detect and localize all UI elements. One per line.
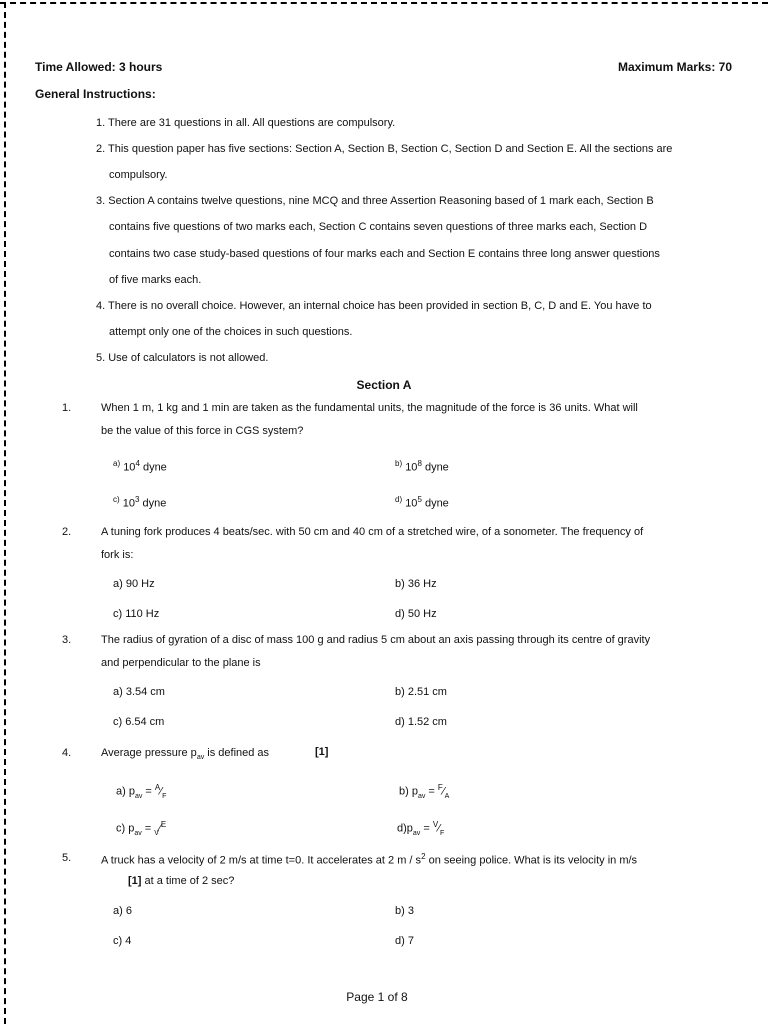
page-number: Page 1 of 8 [346, 990, 408, 1004]
option-a: a) 90 Hz [113, 578, 155, 590]
question-number: 2. [62, 526, 72, 538]
question-text [101, 397, 726, 443]
option-d: d) 50 Hz [395, 608, 437, 620]
question-text: A truck has a velocity of 2 m/s at time t=0. It accelerates at 2 m / $s^2$ on seeing police. What is its velocity in m/s [101, 852, 638, 867]
question-number: 5. [62, 852, 72, 864]
option-b: b) 36 Hz [395, 578, 437, 590]
dashed-left-border [4, 2, 6, 1024]
instruction-line: 4. There is no overall choice. However, an internal choice has been provided in section B, C, D and E. You have to [96, 300, 652, 312]
option-b: $^{b)}$ $10^8$ dyne [395, 459, 449, 474]
option-b: b) 2.51 cm [395, 686, 447, 698]
option-d: d) 7 [395, 935, 414, 947]
time-allowed: Time Allowed: 3 hours [35, 60, 163, 74]
instruction-line: of five marks each. [109, 274, 202, 286]
general-instructions-heading: General Instructions: [35, 87, 156, 101]
option-a: a) $p_{av}$ = $^A⁄_F$ [116, 783, 167, 800]
option-b: b) $p_{av}$ = $^F⁄_A$ [399, 783, 450, 800]
question-text: Average pressure $p_{av}$ is defined as [101, 747, 270, 762]
instruction-line: compulsory. [109, 169, 168, 181]
option-d: d) 1.52 cm [395, 716, 447, 728]
question-text [101, 521, 726, 567]
instruction-line: contains two case study-based questions of four marks each and Section E contains three long answer questions [109, 248, 660, 260]
question-text-line2: [1] at a time of 2 sec? [128, 875, 235, 887]
option-d: $^{d)}$ $10^5$ dyne [395, 495, 449, 510]
instruction-line: 2. This question paper has five sections: Section A, Section B, Section C, Section D and Section E. All the sections are [96, 143, 673, 155]
maximum-marks: Maximum Marks: 70 [617, 60, 732, 74]
option-a: a) 6 [113, 905, 132, 917]
question-number: 1. [62, 402, 72, 414]
question-line: When 1 m, 1 kg and 1 min are taken as the fundamental units, the magnitude of the force is 36 units. What will [101, 402, 638, 414]
instruction-line: contains five questions of two marks each, Section C contains seven questions of three marks each, Section D [109, 221, 648, 233]
dashed-top-border [0, 2, 768, 4]
option-b: b) 3 [395, 905, 414, 917]
section-title: Section A [356, 378, 412, 392]
question-number: 3. [62, 634, 72, 646]
option-d: $d)p_{av}$ = $^V⁄_F$ [397, 820, 445, 837]
question-number: 4. [62, 747, 72, 759]
option-a: a) 3.54 cm [113, 686, 165, 698]
option-c: c) 4 [113, 935, 132, 947]
instruction-line: 3. Section A contains twelve questions, nine MCQ and three Assertion Reasoning based of 1 mark each, Section B [96, 195, 654, 207]
question-line: The radius of gyration of a disc of mass 100 g and radius 5 cm about an axis passing through its centre of gravity [101, 634, 651, 646]
option-a: $^{a)}$ $10^4$ dyne [113, 459, 167, 474]
question-line: A tuning fork produces 4 beats/sec. with 50 cm and 40 cm of a stretched wire, of a sonometer. The frequency of [101, 526, 644, 538]
instruction-line: 5. Use of calculators is not allowed. [96, 352, 269, 364]
option-c: c) 110 Hz [113, 608, 160, 620]
question-line: be the value of this force in CGS system? [101, 425, 304, 437]
instruction-line: attempt only one of the choices in such questions. [109, 326, 353, 338]
question-line: and perpendicular to the plane is [101, 657, 261, 669]
question-text [101, 629, 726, 675]
question-line: fork is: [101, 549, 134, 561]
option-c: c) 6.54 cm [113, 716, 165, 728]
option-c: $^{c)}$ $10^3$ dyne [113, 495, 167, 510]
option-c: c) $p_{av}$ = $_V$⁄$^E$ [116, 820, 167, 837]
marks-label: [1] [128, 875, 142, 887]
instruction-line: 1. There are 31 questions in all. All questions are compulsory. [96, 117, 396, 129]
marks-label: [1] [315, 746, 329, 758]
